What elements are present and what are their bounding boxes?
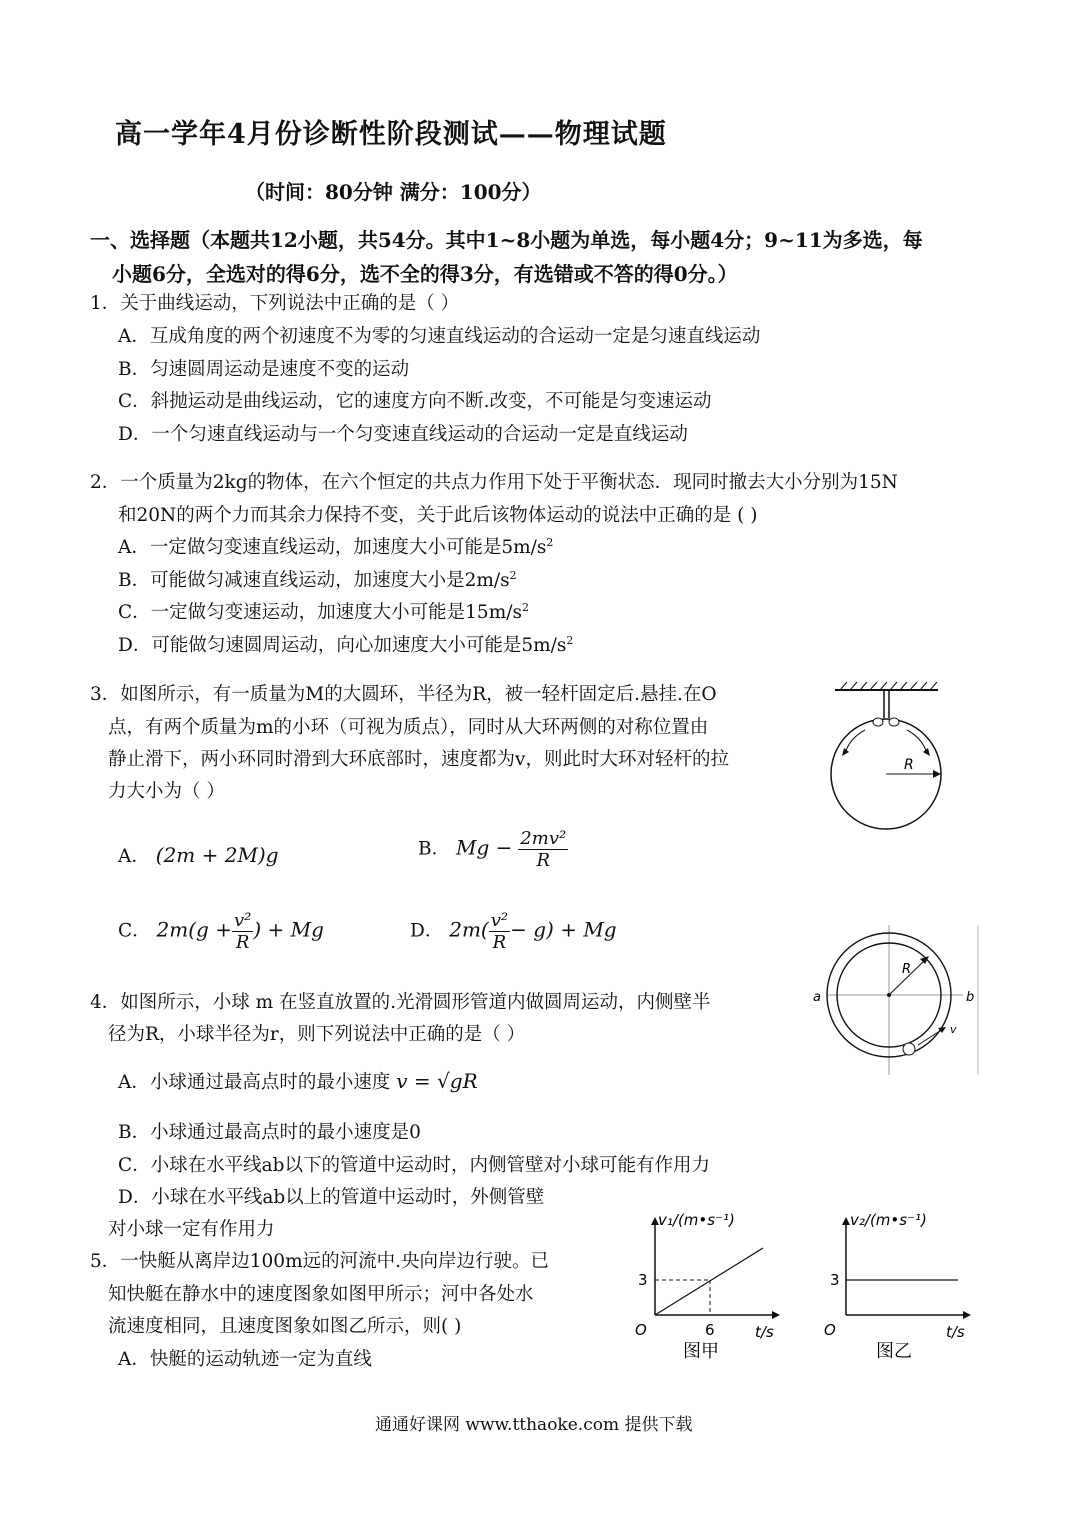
page-footer: 通通好课网 www.tthaoke.com 提供下载 [375,1415,693,1435]
question-2-stem-line2: 和20N的两个力而其余力保持不变，关于此后该物体运动的说法中正确的是 ( ) [118,505,758,526]
origin-label: O [635,1321,647,1339]
question-4-option-d-cont: 对小球一定有作用力 [108,1219,275,1240]
tick-label-x: 6 [705,1321,715,1339]
figure-caption: 图甲 [683,1341,719,1362]
page-title: 高一学年4月份诊断性阶段测试——物理试题 [115,119,667,150]
axis-label-y: v₁/(m•s⁻¹) [658,1211,735,1229]
question-4-stem-line2: 径为R，小球半径为r，则下列说法中正确的是（ ） [108,1024,526,1045]
question-3-stem-line4: 力大小为（ ） [108,781,225,802]
question-1-stem: 1．关于曲线运动，下列说法中正确的是（ ） [90,293,460,314]
figure-label-r: R [904,757,914,773]
question-3-option-a: A． (2m + 2M)g [118,843,279,867]
question-4-option-c: C．小球在水平线ab以下的管道中运动时，内侧管壁对小球可能有作用力 [118,1155,711,1176]
question-5-stem-line3: 流速度相同，且速度图象如图乙所示，则( ) [108,1316,462,1337]
question-3-stem-line3: 静止滑下，两小环同时滑到大环底部时，速度都为v，则此时大环对轻杆的拉 [108,749,729,770]
axis-label-y: v₂/(m•s⁻¹) [850,1211,927,1229]
exam-info: （时间：80分钟 满分：100分） [245,180,542,204]
question-5-option-a: A．快艇的运动轨迹一定为直线 [118,1349,372,1370]
hanging-ring-figure [820,678,950,838]
question-3-stem-line1: 3．如图所示，有一质量为M的大圆环，半径为R，被一轻杆固定后.悬挂.在O [90,684,717,705]
question-3-option-b: B． Mg − $\frac{\text{2mv²}}{R}$ [418,828,567,871]
tick-label-y: 3 [638,1271,648,1289]
question-2-option-c: C．一定做匀变速运动，加速度大小可能是$15m/s^2$ [118,600,529,623]
tick-label-y: 3 [830,1271,840,1289]
question-4-option-b: B．小球通过最高点时的最小速度是0 [118,1122,421,1143]
question-5-stem-line2: 知快艇在静水中的速度图象如图甲所示；河中各处水 [108,1284,534,1305]
figure-label-a: a [813,990,821,1005]
figure-label-b: b [966,990,975,1005]
figure-label-v: v [950,1023,957,1036]
question-3-option-c: C． 2m(g + $\frac{\text{v²}}{R}$ ) + Mg [118,910,324,953]
question-4-stem-line1: 4．如图所示，小球 m 在竖直放置的.光滑圆形管道内做圆周运动，内侧壁半 [90,992,711,1013]
question-1-option-d: D．一个匀速直线运动与一个匀变速直线运动的合运动一定是直线运动 [118,424,688,445]
question-1-option-a: A．互成角度的两个初速度不为零的匀速直线运动的合运动一定是匀速直线运动 [118,326,761,347]
question-3-option-d: D． 2m( $\frac{\text{v²}}{R}$ − g) + Mg [410,910,617,953]
question-3-stem-line2: 点，有两个质量为m的小环（可视为质点），同时从大环两侧的对称位置由 [108,717,709,738]
section-heading-line2: 小题6分，全选对的得6分，选不全的得3分，有选错或不答的得0分。） [112,262,738,286]
question-1-option-c: C．斜抛运动是曲线运动，它的速度方向不断.改变，不可能是匀变速运动 [118,391,712,412]
circular-tube-figure [808,925,983,1075]
question-2-option-b: B．可能做匀减速直线运动，加速度大小是$2m/s^2$ [118,568,517,591]
velocity-graph-jia [625,1205,785,1370]
origin-label: O [824,1321,836,1339]
question-2-option-d: D．可能做匀速圆周运动，向心加速度大小可能是$5m/s^2$ [118,633,574,656]
figure-caption: 图乙 [876,1341,912,1362]
question-2-stem-line1: 2．一个质量为2kg的物体，在六个恒定的共点力作用下处于平衡状态．现同时撤去大小分别为15N [90,472,898,493]
figure-label-r: R [902,962,912,977]
question-4-option-a: A．小球通过最高点时的最小速度 v = √gR [118,1069,478,1093]
question-5-stem-line1: 5．一快艇从离岸边100m远的河流中.央向岸边行驶。已 [90,1251,550,1272]
velocity-graph-yi [818,1205,978,1370]
section-heading-line1: 一、选择题（本题共12小题，共54分。其中1~8小题为单选，每小题4分；9~11为多选，每 [90,228,923,252]
question-2-option-a: A．一定做匀变速直线运动，加速度大小可能是$5m/s^2$ [118,535,554,558]
axis-label-x: t/s [946,1323,965,1341]
question-1-option-b: B．匀速圆周运动是速度不变的运动 [118,359,410,380]
axis-label-x: t/s [755,1323,774,1341]
question-4-option-d: D．小球在水平线ab以上的管道中运动时，外侧管壁 [118,1187,545,1208]
